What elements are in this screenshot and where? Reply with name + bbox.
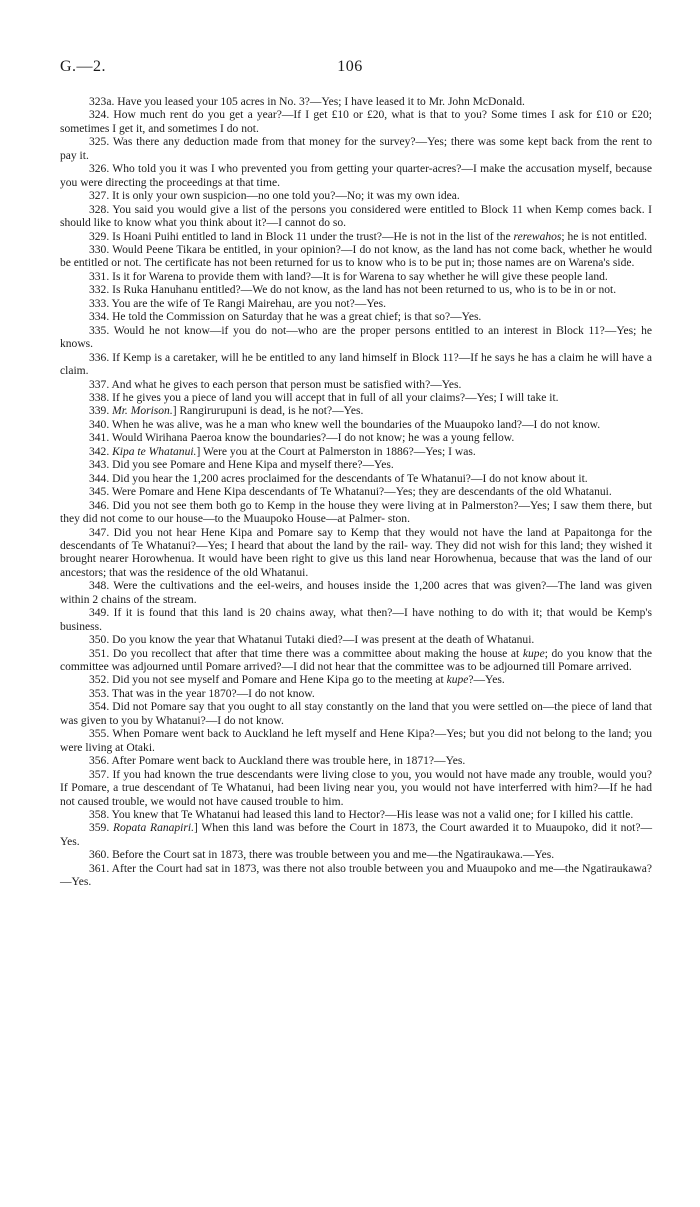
italic-text: Ropata Ranapiri. (112, 822, 194, 835)
paragraph-text: 324. How much rent do you get a year?—If I get £10 or £20, what is that to you? Some times I ask for £10 or £20; sometimes I get it, and sometimes I do not. (60, 109, 652, 135)
testimony-paragraph (60, 419, 652, 432)
testimony-paragraph (60, 459, 652, 472)
testimony-paragraph (60, 298, 652, 311)
paragraph-text: 343. Did you see Pomare and Hene Kipa and myself there?—Yes. (89, 459, 394, 472)
testimony-paragraph (60, 769, 652, 809)
paragraph-text: 352. Did you not see myself and Pomare and Hene Kipa go to the meeting at (89, 674, 447, 687)
testimony-paragraph (60, 405, 652, 418)
paragraph-text: 330. Would Peene Tikara be entitled, in your opinion?—I do not know, as the land has not come back, whether he would be entitled or not. The certificate has not been returned for us to know who is to be put in; those names are on Warena's side. (60, 243, 652, 270)
paragraph-text: 360. Before the Court sat in 1873, there was trouble between you and me—the Ngatiraukawa.—Yes. (89, 849, 555, 862)
paragraph-text: 327. It is only your own suspicion—no one told you?—No; it was my own idea. (89, 190, 460, 203)
testimony-paragraph (60, 446, 652, 459)
italic-text: kupe (522, 647, 545, 660)
testimony-paragraph (60, 231, 652, 244)
testimony-paragraph (60, 674, 652, 687)
testimony-paragraph (60, 500, 652, 527)
paragraph-text: 350. Do you know the year that Whatanui Tutaki died?—I was present at the death of Whatanui. (89, 634, 535, 647)
paragraph-text: 340. When he was alive, was he a man who knew well the boundaries of the Muaupoko land?—I do not know. (89, 418, 601, 431)
paragraph-text: 344. Did you hear the 1,200 acres proclaimed for the descendants of Te Whatanui?—I do not know about it. (89, 472, 588, 485)
testimony-paragraph (60, 284, 652, 297)
testimony-paragraph (60, 580, 652, 607)
testimony-paragraph (60, 432, 652, 445)
paragraph-text: 332. Is Ruka Hanuhanu entitled?—We do not know, as the land has not been returned to us, who is to be in or not. (89, 284, 617, 297)
paragraph-text: 328. You said you would give a list of the persons you considered were entitled to Block 11 when Kemp comes back. I should like to know what you think about it?—I cannot do so. (60, 203, 652, 230)
testimony-paragraph (60, 607, 652, 634)
page-number: 106 (337, 58, 363, 75)
paragraph-text: 351. Do you recollect that after that time there was a committee about making the house at (89, 647, 523, 660)
testimony-paragraph (60, 379, 652, 392)
paragraph-text: 333. You are the wife of Te Rangi Mairehau, are you not?—Yes. (89, 297, 387, 310)
paragraph-text: 346. Did you not see them both go to Kemp in the house they were living at in Palmerston?—Yes; I saw them there, but they did not come to our house—to the Muaupoko House—at Palmer- ston. (60, 499, 652, 526)
paragraph-text: 353. That was in the year 1870?—I do not know. (89, 687, 315, 700)
testimony-paragraph (60, 688, 652, 701)
testimony-paragraph (60, 204, 652, 231)
paragraph-text: 326. Who told you it was I who prevented you from getting your quarter-acres?—I make the accusation myself, because you were directing the proceedings at that time. (60, 163, 652, 189)
testimony-paragraph (60, 486, 652, 499)
paragraph-text: ] When this land was before the Court in 1873, the Court awarded it to Muaupoko, did it not?—Yes. (60, 822, 653, 848)
testimony-paragraph (60, 822, 652, 849)
paragraph-text: ; he is not entitled. (561, 230, 648, 243)
document-reference: G.—2. (60, 58, 107, 75)
paragraph-text: 354. Did not Pomare say that you ought to all stay constantly on the land that you were settled on—the piece of land that was given to you by Whatanui?—I do not know. (60, 701, 652, 727)
testimony-paragraph (60, 701, 652, 728)
paragraph-text: 355. When Pomare went back to Auckland he left myself and Hene Kipa?—Yes; but you did not belong to the land; you were living at Otaki. (60, 728, 652, 754)
paragraph-text: 348. Were the cultivations and the eel-weirs, and houses inside the 1,200 acres that was given?—The land was given within 2 chains of the stream. (60, 580, 652, 606)
testimony-paragraph (60, 728, 652, 755)
paragraph-text: 361. After the Court had sat in 1873, was there not also trouble between you and Muaupoko and me—the Ngatiraukawa?—Yes. (60, 862, 652, 889)
testimony-paragraph (60, 244, 652, 271)
paragraph-text: 357. If you had known the true descendants were living close to you, you would not have made any trouble, would you? If Pomare, a true descendant of Te Whatanui, had been living near you, you would not have interferred with him?—If he had not caused trouble, we would not have caused trouble to him. (60, 768, 652, 808)
testimony-paragraph (60, 163, 652, 190)
paragraph-text: 358. You knew that Te Whatanui had leased this land to Hector?—His lease was not a valid one; for I killed his cattle. (89, 809, 634, 822)
testimony-paragraph (60, 809, 652, 822)
testimony-paragraph (60, 755, 652, 768)
paragraph-text: 349. If it is found that this land is 20 chains away, what then?—I have nothing to do with it; that would be Kemp's business. (60, 607, 652, 633)
testimony-paragraph (60, 271, 652, 284)
testimony-paragraph (60, 311, 652, 324)
paragraph-text: 336. If Kemp is a caretaker, will he be entitled to any land himself in Block 11?—If he says he has a claim he will have a claim. (60, 351, 652, 378)
paragraph-text: 323a. Have you leased your 105 acres in No. 3?—Yes; I have leased it to Mr. John McDonald. (89, 96, 525, 108)
paragraph-text: 345. Were Pomare and Hene Kipa descendants of Te Whatanui?—Yes; they are descendants of the old Whatanui. (89, 486, 612, 499)
paragraph-text: 325. Was there any deduction made from that money for the survey?—Yes; there was some kept back from the rent to pay it. (60, 136, 652, 162)
testimony-paragraph (60, 109, 652, 136)
testimony-paragraph (60, 473, 652, 486)
paragraph-text: 335. Would he not know—if you do not—who are the proper persons entitled to an interest in Block 11?—Yes; he knows. (60, 324, 652, 351)
testimony-paragraph (60, 325, 652, 352)
italic-text: kupe (446, 674, 469, 687)
paragraph-text: ?—Yes. (468, 674, 505, 687)
paragraph-text: 338. If he gives you a piece of land you will accept that in full of all your claims?—Yes; I will take it. (89, 391, 559, 404)
paragraph-text: 329. Is Hoani Puihi entitled to land in Block 11 under the trust?—He is not in the list of the (89, 230, 514, 243)
italic-text: rerewahos (513, 230, 562, 243)
paragraph-text: 347. Did you not hear Hene Kipa and Pomare say to Kemp that they would not have the land at Papaitonga for the descendants of Te Whatanui?—Yes; I heard that about the land by the rail- way. They did not wish for this land; they wished it brought nearer Horowhenua. It would have been right to give us this land near Horowhenua, because that was the land of our ancestors; that was the residence of the old Whatanui. (60, 526, 652, 579)
paragraph-text: 339. (89, 405, 113, 418)
testimony-paragraph (60, 136, 652, 163)
paragraph-text: 356. After Pomare went back to Auckland there was trouble here, in 1871?—Yes. (89, 755, 466, 768)
testimony-paragraph (60, 190, 652, 203)
testimony-paragraph (60, 648, 652, 675)
paragraph-text: 337. And what he gives to each person that person must be satisfied with?—Yes. (89, 378, 462, 391)
paragraph-text: ] Were you at the Court at Palmerston in 1886?—Yes; I was. (196, 445, 476, 458)
paragraph-text: 342. (89, 445, 113, 458)
paragraph-text: ] Rangirurupuni is dead, is he not?—Yes. (172, 405, 364, 418)
testimony-paragraph (60, 352, 652, 379)
testimony-paragraph (60, 849, 652, 862)
document-body (60, 96, 652, 890)
paragraph-text: 331. Is it for Warena to provide them with land?—It is for Warena to say whether he will give these people land. (89, 270, 608, 283)
testimony-paragraph (60, 863, 652, 890)
testimony-paragraph (60, 527, 652, 581)
paragraph-text: ; do you know that the committee was adjourned until Pomare arrived?—I did not hear that the committee was to be adjourned till Pomare arrived. (60, 647, 652, 674)
testimony-paragraph (60, 392, 652, 405)
paragraph-text: 359. (89, 822, 113, 835)
paragraph-text: 341. Would Wirihana Paeroa know the boundaries?—I do not know; he was a young fellow. (89, 432, 515, 445)
testimony-paragraph (60, 634, 652, 647)
italic-text: Kipa te Whatanui. (112, 445, 197, 458)
testimony-paragraph (60, 96, 652, 109)
italic-text: Mr. Morison. (112, 405, 173, 418)
paragraph-text: 334. He told the Commission on Saturday that he was a great chief; is that so?—Yes. (89, 311, 482, 324)
